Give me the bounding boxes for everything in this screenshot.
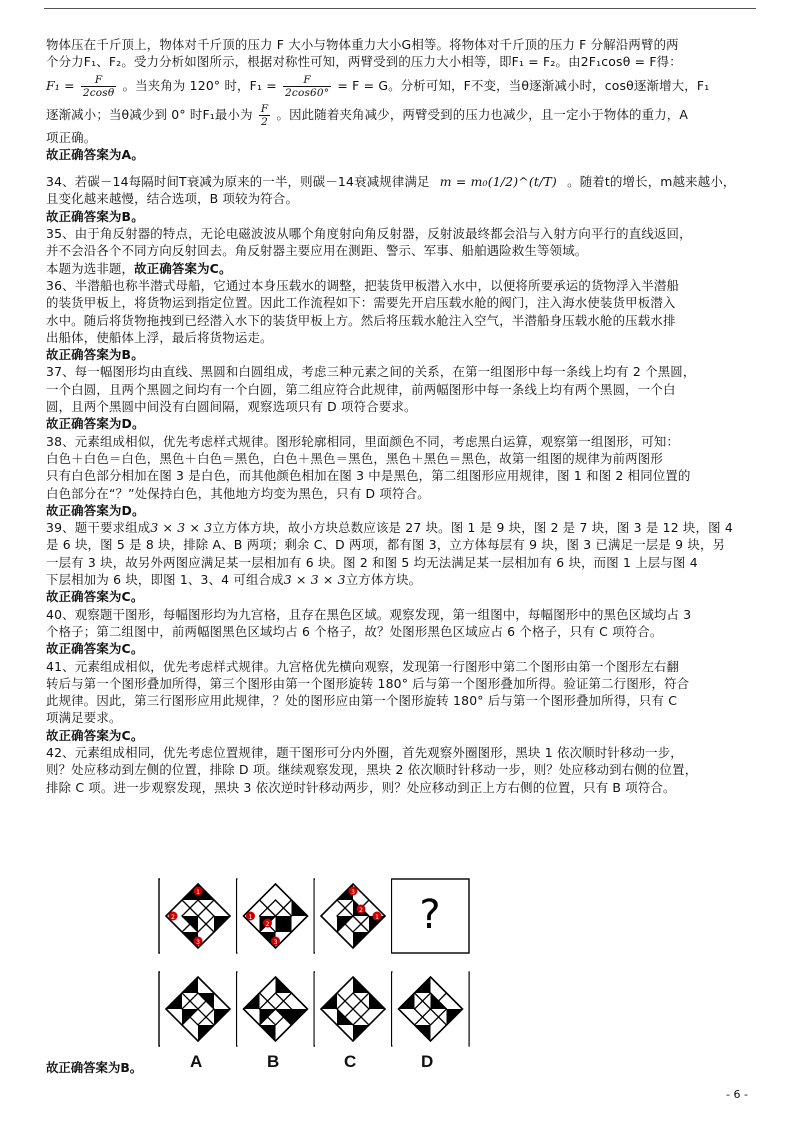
document-body: [46, 36, 758, 796]
q38-line-3: 只有白色部分相加在图 3 是白色，而其他颜色相加在图 3 中是黑色，第二组图形应用规律，图 1 和图 2 相同位置的: [46, 468, 691, 484]
q42-puzzle-svg: [158, 878, 470, 1048]
q42-answer: 故正确答案为B。: [46, 1060, 143, 1075]
q33-line-2: 个分力F₁、F₂。受力分析如图所示，根据对称性可知，两臂受到的压力大小相等，即F₁ = F₂。由2F₁cosθ = F得：: [46, 54, 682, 70]
q39-cube-size: 3 × 3 × 3: [150, 520, 213, 536]
q37-line-3: 圆，且两个黑圆中间没有白圆间隔，观察选项只有 D 项符合要求。: [46, 399, 417, 415]
q36-line-3: 水中。随后将货物拖拽到已经潜入水下的装货甲板上方。然后将压载水舱注入空气，半潜船身压载水舱的压载水排: [46, 312, 676, 328]
q42-option-label-c: C: [344, 1052, 357, 1071]
q42-figure: [158, 878, 470, 1071]
q33-f1-eq: F₁ =: [46, 77, 75, 93]
q40-line-1: 40、观察题干图形，每幅图形均为九宫格，且存在黑色区域。观察发现，第一组图中，每幅图形中的黑色区域均占 3: [46, 606, 692, 622]
q35-answer: 故正确答案为C。: [134, 260, 232, 276]
q41-line-2: 转后与第一个图形叠加所得，第三个图形由第一个图形旋转 180° 后与第一个图形叠加所得。验证第二行图形，符合: [46, 675, 690, 691]
q42-line-2: 则？处应移动到左侧的位置，排除 D 项。继续观察发现，黑块 2 依次顺时针移动一步，则？处应移动到右侧的位置，: [46, 762, 698, 778]
q33-fraction-1: $\frac{F}{2\cos\theta}$: [82, 73, 115, 99]
q37-answer: 故正确答案为D。: [46, 416, 145, 432]
q39-answer: 故正确答案为C。: [46, 589, 144, 605]
q33-fraction-3: $\frac{F}{2}$: [260, 102, 269, 128]
svg-text:3: 3: [273, 939, 278, 946]
q41-answer: 故正确答案为C。: [46, 727, 144, 743]
header-rule: [44, 8, 756, 9]
q42-option-label-d: D: [421, 1052, 434, 1071]
svg-text:2: 2: [171, 914, 175, 921]
q37-line-1: 37、每一幅图形均由直线、黑圆和白圆组成，考虑三种元素之间的关系，在第一组图形中每一条线上均有 2 个黑圆，: [46, 364, 696, 380]
q42-line-3: 排除 C 项。进一步观察发现，黑块 3 依次逆时针移动两步，则？处应移动到正上方右侧的位置，只有 B 项符合。: [46, 779, 676, 795]
q40-line-2: 个格子；第二组图中，前两幅图黑色区域均占 6 个格子，故？处图形黑色区域应占 6 个格子，只有 C 项符合。: [46, 623, 663, 639]
q33-text-c: = F = G。分析可知，F不变，当θ逐渐减小时，cosθ逐渐增大，F₁: [337, 77, 710, 93]
svg-text:2: 2: [265, 921, 270, 928]
svg-text:3: 3: [196, 939, 200, 946]
q39-line-3: 一层有 3 块，故另外两图应满足某一层相加有 6 块。图 2 和图 5 均无法满足某一层相加有 6 块，而图 1 上层与图 4: [46, 554, 698, 570]
q42-option-label-b: B: [267, 1052, 280, 1071]
q35-line-2: 并不会沿各个不同方向反射回去。角反射器主要应用在测距、警示、军事、船舶遇险救生等领域。: [46, 243, 588, 259]
q39-line-4: 下层相加为 6 块，即图 1、3、4 可组合成3 × 3 × 3立方体方块。: [46, 572, 422, 588]
q39-line-1: 39、题干要求组成3 × 3 × 3立方体方块，故小方块总数应该是 27 块。图 1 是 9 块，图 2 是 7 块，图 3 是 12 块，图 4: [46, 520, 733, 536]
q34-formula: m = m₀(1/2)^(t/T): [439, 174, 557, 190]
q42-option-d-figure[interactable]: [393, 971, 469, 1047]
q37-line-2: 一个白圆，且两个黑圆之间均有一个白圆，第二组应符合此规律，前两幅图形中每一条线上均有两个黑圆，一个白: [46, 381, 676, 397]
svg-text:1: 1: [375, 914, 379, 921]
q36-line-4: 出船体，使船体上浮，最后将货物运走。: [46, 329, 273, 345]
q42-question-figure-1: [160, 878, 236, 954]
q34-line-2: 且变化越来越慢，结合选项，B 项较为符合。: [46, 191, 299, 207]
q35-line-1: 35、由于角反射器的特点，无论电磁波波从哪个角度射向角反射器，反射波最终都会沿与入射方向平行的直线返回，: [46, 226, 692, 242]
q33-fraction-2: $\frac{F}{2\cos 60^\circ}$: [284, 73, 330, 99]
q38-line-2: 白色＋白色＝白色，黑色＋白色＝黑色，白色＋黑色＝黑色，黑色＋黑色＝黑色，故第一组图的规律为前两图形: [46, 450, 663, 466]
q36-answer: 故正确答案为B。: [46, 347, 144, 363]
q36-line-1: 36、半潜船也称半潜式母船，它通过本身压载水的调整，把装货甲板潜入水中，以便将所要承运的货物浮入半潜船: [46, 277, 680, 293]
q42-line-1: 42、元素组成相同，优先考虑位置规律，题干图形可分内外圈，首先观察外圈图形，黑块 1 依次顺时针移动一步，: [46, 744, 683, 760]
q33-line-3: [46, 71, 758, 101]
q42-option-c-figure[interactable]: [315, 971, 391, 1047]
q41-line-3: 此规律。因此，第三行图形应用此规律，？处的图形应由第一个图形旋转 180° 后与第一个图形叠加所得，只有 C: [46, 693, 678, 709]
q33-answer: 故正确答案为A。: [46, 146, 144, 162]
q41-line-4: 项满足要求。: [46, 710, 122, 726]
q42-question-figure-3: [315, 878, 391, 954]
q35-line-3: 本题为选非题，故正确答案为C。: [46, 260, 232, 276]
q42-question-figure-2: [238, 878, 314, 954]
q39-line-2: 是 6 块，图 5 是 8 块，排除 A、B 两项；剩余 C、D 两项，都有图 3，立方体每层有 9 块，图 3 已满足一层是 9 块，另: [46, 537, 726, 553]
q34-line-1: 34、若碳－14每隔时间T衰减为原来的一半，则碳－14衰减规律满足 m = m₀(1/2)^(t/T) 。随着t的增长，m越来越小，: [46, 174, 736, 190]
q33-text-b: 。当夹角为 120° 时，F₁ =: [122, 77, 277, 93]
svg-text:1: 1: [248, 914, 253, 921]
svg-text:2: 2: [359, 907, 363, 914]
q33-line-1: 物体压在千斤顶上，物体对千斤顶的压力 F 大小与物体重力大小G相等。将物体对千斤顶的压力 F 分解沿两臂的两: [46, 37, 679, 52]
q42-question-mark: ?: [419, 892, 441, 938]
q40-answer: 故正确答案为C。: [46, 641, 144, 657]
q38-line-1: 38、元素组成相似，优先考虑样式规律。图形轮廓相同，里面颜色不同，考虑黑白运算，观察第一组图形，可知：: [46, 433, 680, 449]
q34-answer: 故正确答案为B。: [46, 208, 144, 224]
svg-text:3: 3: [351, 889, 355, 896]
q36-line-2: 的装货甲板上，将货物运到指定位置。因此工作流程如下：需要先开启压载水舱的阀门，注入海水使装货甲板潜入: [46, 295, 676, 311]
q42-option-label-a: A: [190, 1052, 203, 1071]
svg-text:1: 1: [196, 889, 200, 896]
q41-line-1: 41、元素组成相似，优先考虑样式规律。九宫格优先横向观察，发现第一行图形中第二个图形由第一个图形左右翻: [46, 658, 680, 674]
page-number: - 6 -: [726, 1088, 748, 1101]
q33-line-4: 逐渐减小；当θ减少到 0° 时F₁最小为 $\frac{F}{2}$ 。因此随着夹角减少，两臂受到的压力也减少，且一定小于物体的重力，A: [46, 102, 689, 128]
q42-option-a-figure[interactable]: [160, 971, 236, 1047]
q38-line-4: 白色部分在“？”处保持白色，其他地方均变为黑色，只有 D 项符合。: [46, 485, 430, 501]
q42-option-b-figure[interactable]: [238, 971, 314, 1047]
q38-answer: 故正确答案为D。: [46, 502, 145, 518]
q33-line-5: 项正确。: [46, 129, 97, 145]
